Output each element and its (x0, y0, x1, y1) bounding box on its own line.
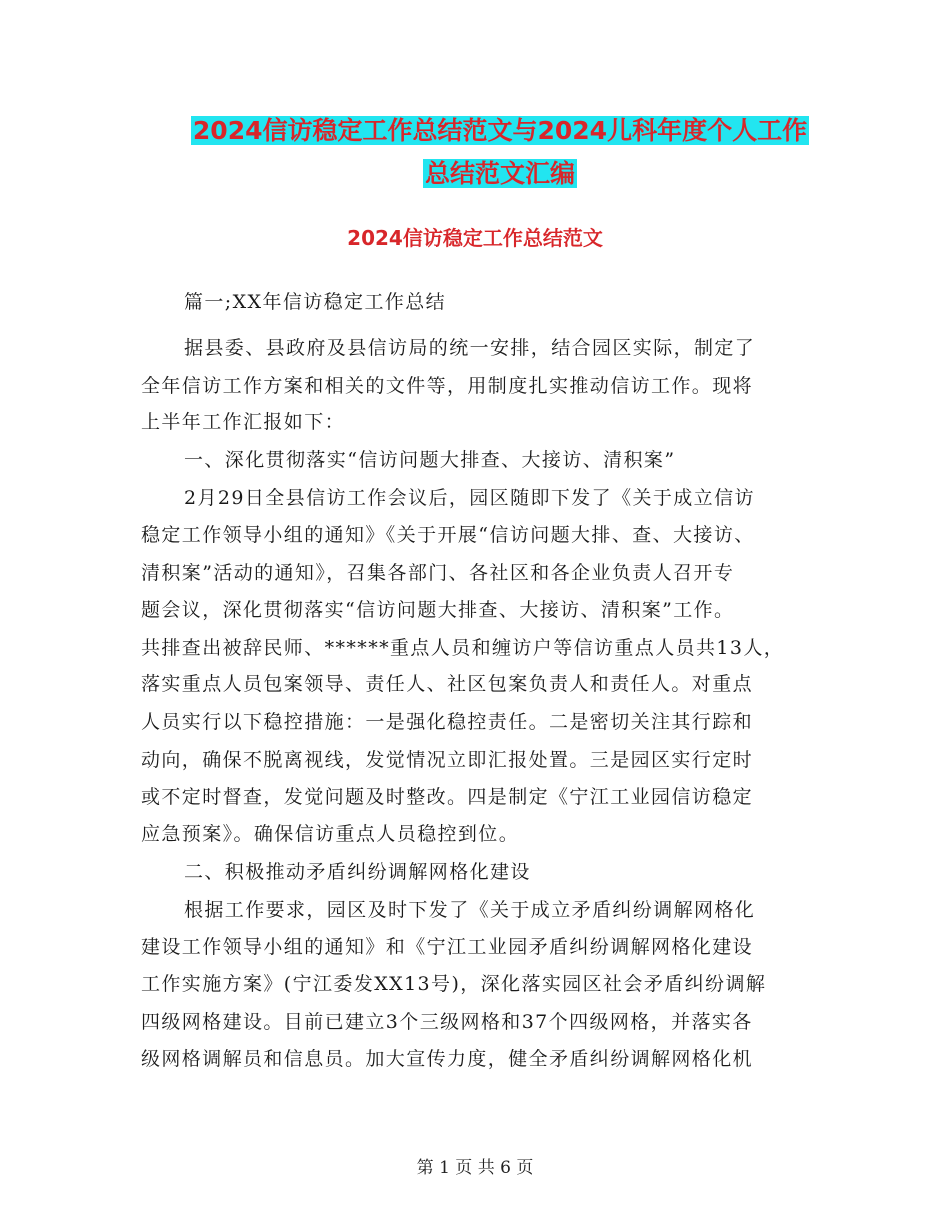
paragraph-line: 级网格调解员和信息员。加大宣传力度，健全矛盾纠纷调解网格化机 (141, 1048, 754, 1070)
paragraph-line: 建设工作领导小组的通知》和《宁江工业园矛盾纠纷调解网格化建设 (141, 936, 754, 958)
paragraph-line: 人员实行以下稳控措施：一是强化稳控责任。二是密切关注其行踪和 (141, 711, 754, 733)
paragraph-line: 落实重点人员包案领导、责任人、社区包案负责人和责任人。对重点 (141, 673, 754, 695)
paragraph-line: 稳定工作领导小组的通知》《关于开展“信访问题大排、查、大接访、 (141, 524, 755, 546)
paragraph-line: 2月29日全县信访工作会议后，园区随即下发了《关于成立信访 (184, 487, 755, 509)
paragraph-line: 清积案”活动的通知》，召集各部门、各社区和各企业负责人召开专 (141, 562, 735, 584)
page-footer: 第 1 页 共 6 页 (416, 1158, 534, 1178)
paragraph-line: 据县委、县政府及县信访局的统一安排，结合园区实际，制定了 (184, 337, 756, 359)
paragraph-line: 一、深化贯彻落实“信访问题大排查、大接访、清积案” (184, 449, 676, 471)
paragraph-line: 二、积极推动矛盾纠纷调解网格化建设 (184, 861, 531, 883)
paragraph-line: 应急预案》。确保信访重点人员稳控到位。 (141, 823, 520, 845)
document-title-line-1 (120, 108, 880, 154)
document-title-line-2 (120, 151, 880, 197)
paragraph-line: 根据工作要求，园区及时下发了《关于成立矛盾纠纷调解网格化 (184, 899, 756, 921)
paragraph-line: 共排查出被辞民师、******重点人员和缠访户等信访重点人员共13人， (141, 637, 785, 659)
document-title-text-2: 总结范文汇编 (424, 159, 575, 188)
paragraph-line: 四级网格建设。目前已建立3个三级网格和37个四级网格，并落实各 (141, 1011, 753, 1033)
section-heading: 2024信访稳定工作总结范文 (347, 226, 603, 250)
paragraph-line: 或不定时督查，发觉问题及时整改。四是制定《宁江工业园信访稳定 (141, 786, 754, 808)
paragraph-line: 全年信访工作方案和相关的文件等，用制度扎实推动信访工作。现将 (141, 375, 754, 397)
paragraph-line: 动向，确保不脱离视线，发觉情况立即汇报处置。三是园区实行定时 (141, 749, 754, 771)
paragraph-line: 工作实施方案》(宁江委发XX13号)，深化落实园区社会矛盾纠纷调解 (141, 973, 767, 995)
paragraph-line: 题会议，深化贯彻落实“信访问题大排查、大接访、清积案”工作。 (141, 599, 735, 621)
paragraph-line: 上半年工作汇报如下： (141, 411, 346, 433)
document-title-text-1: 2024信访稳定工作总结范文与2024儿科年度个人工作 (192, 116, 808, 145)
paragraph-line: 篇一;XX年信访稳定工作总结 (184, 291, 447, 313)
